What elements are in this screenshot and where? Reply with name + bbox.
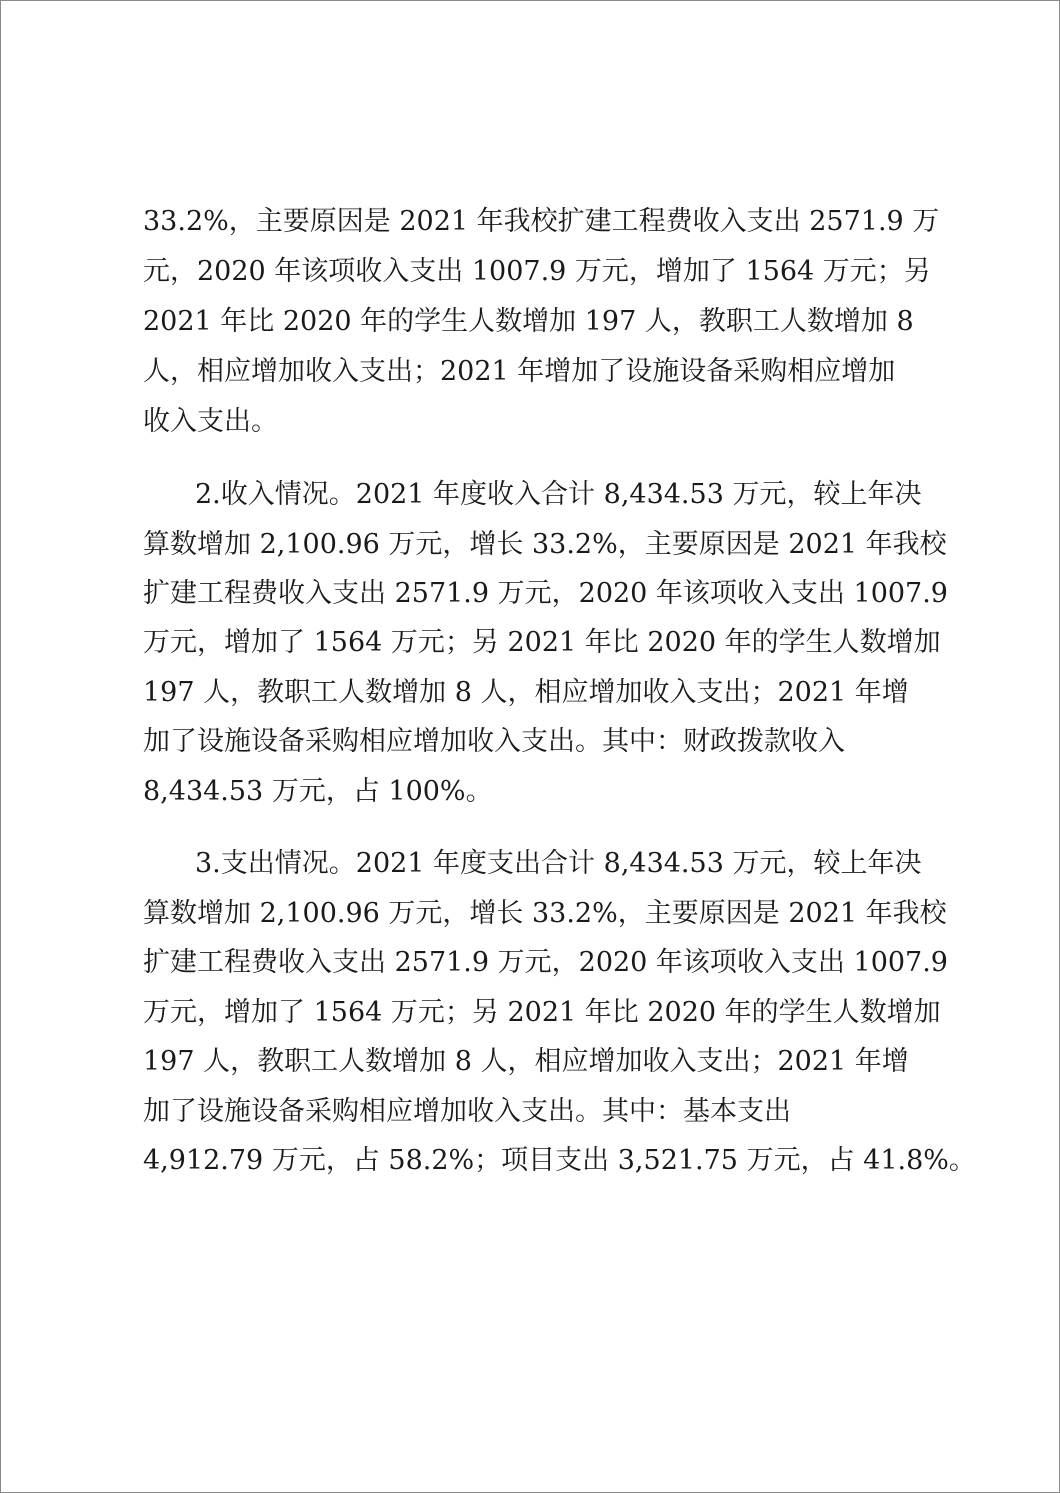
text-line: 人，相应增加收入支出；2021 年增加了设施设备采购相应增加 [143,356,896,387]
text-line: 万元，增加了 1564 万元；另 2021 年比 2020 年的学生人数增加 [143,997,941,1028]
text-line: 扩建工程费收入支出 2571.9 万元，2020 年该项收入支出 1007.9 [143,578,948,609]
text-line: 197 人，教职工人数增加 8 人，相应增加收入支出；2021 年增 [143,677,909,708]
text-line: 算数增加 2,100.96 万元，增长 33.2%，主要原因是 2021 年我校 [143,529,947,560]
text-line: 2.收入情况。2021 年度收入合计 8,434.53 万元，较上年决 [195,479,922,510]
text-line: 扩建工程费收入支出 2571.9 万元，2020 年该项收入支出 1007.9 [143,947,948,978]
text-line: 33.2%，主要原因是 2021 年我校扩建工程费收入支出 2571.9 万 [143,206,940,237]
text-line: 收入支出。 [143,406,278,437]
text-line: 加了设施设备采购相应增加收入支出。其中：财政拨款收入 [143,726,845,757]
text-line: 197 人，教职工人数增加 8 人，相应增加收入支出；2021 年增 [143,1046,909,1077]
text-line: 8,434.53 万元，占 100%。 [143,776,493,807]
text-line: 加了设施设备采购相应增加收入支出。其中：基本支出 [143,1096,791,1127]
text-line: 2021 年比 2020 年的学生人数增加 197 人，教职工人数增加 8 [143,306,914,337]
text-line: 3.支出情况。2021 年度支出合计 8,434.53 万元，较上年决 [195,848,922,879]
text-line: 元，2020 年该项收入支出 1007.9 万元，增加了 1564 万元；另 [143,256,931,287]
text-line: 算数增加 2,100.96 万元，增长 33.2%，主要原因是 2021 年我校 [143,898,947,929]
text-line: 4,912.79 万元，占 58.2%；项目支出 3,521.75 万元，占 41.8%。 [143,1145,976,1176]
text-line: 万元，增加了 1564 万元；另 2021 年比 2020 年的学生人数增加 [143,627,941,658]
